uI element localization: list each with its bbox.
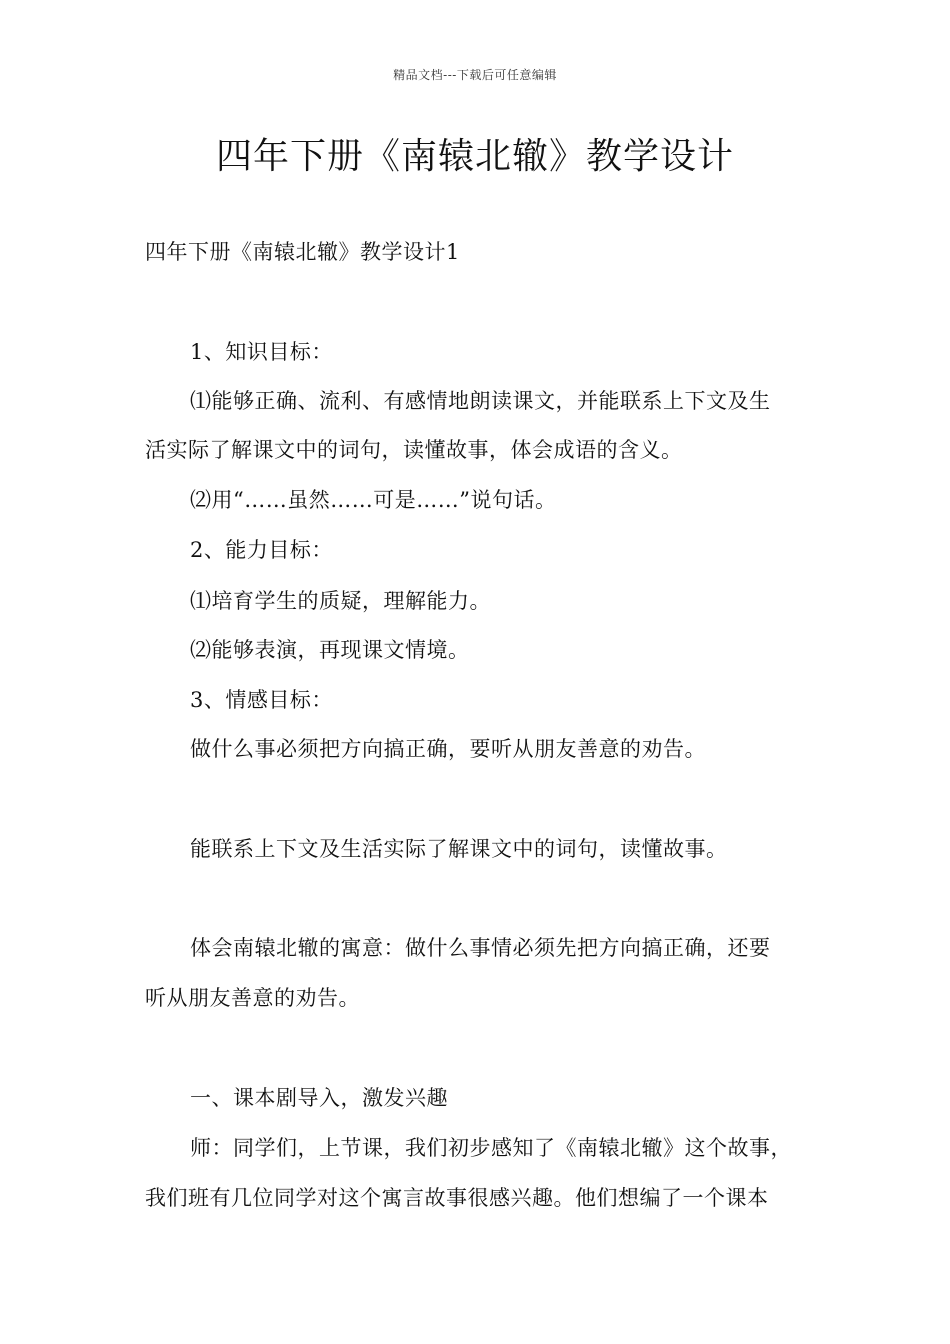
header-note: 精品文档---下载后可任意编辑 xyxy=(393,68,557,82)
section-heading: 四年下册《南辕北辙》教学设计1 xyxy=(145,240,460,264)
paragraph-line: 做什么事必须把方向搞正确，要听从朋友善意的劝告。 xyxy=(190,737,706,761)
paragraph-line: ⑴能够正确、流利、有感情地朗读课文，并能联系上下文及生 xyxy=(190,389,771,413)
paragraph-line: ⑵用“……虽然……可是……”说句话。 xyxy=(190,488,557,512)
paragraph-line: 师：同学们，上节课，我们初步感知了《南辕北辙》这个故事， xyxy=(190,1136,792,1160)
paragraph-line: 活实际了解课文中的词句，读懂故事，体会成语的含义。 xyxy=(145,438,683,462)
paragraph-line: 听从朋友善意的劝告。 xyxy=(145,986,360,1010)
document-title: 四年下册《南辕北辙》教学设计 xyxy=(215,136,734,177)
paragraph-line: 2、能力目标： xyxy=(190,538,333,562)
paragraph-line: 3、情感目标： xyxy=(190,688,333,712)
paragraph-line: ⑵能够表演，再现课文情境。 xyxy=(190,638,470,662)
paragraph-line: 能联系上下文及生活实际了解课文中的词句，读懂故事。 xyxy=(190,837,728,861)
paragraph-line: 一、课本剧导入，激发兴趣 xyxy=(190,1086,448,1110)
paragraph-line: 体会南辕北辙的寓意：做什么事情必须先把方向搞正确，还要 xyxy=(190,936,771,960)
paragraph-line: 我们班有几位同学对这个寓言故事很感兴趣。他们想编了一个课本 xyxy=(145,1186,769,1210)
paragraph-line: 1、知识目标： xyxy=(190,340,333,364)
paragraph-line: ⑴培育学生的质疑，理解能力。 xyxy=(190,589,491,613)
